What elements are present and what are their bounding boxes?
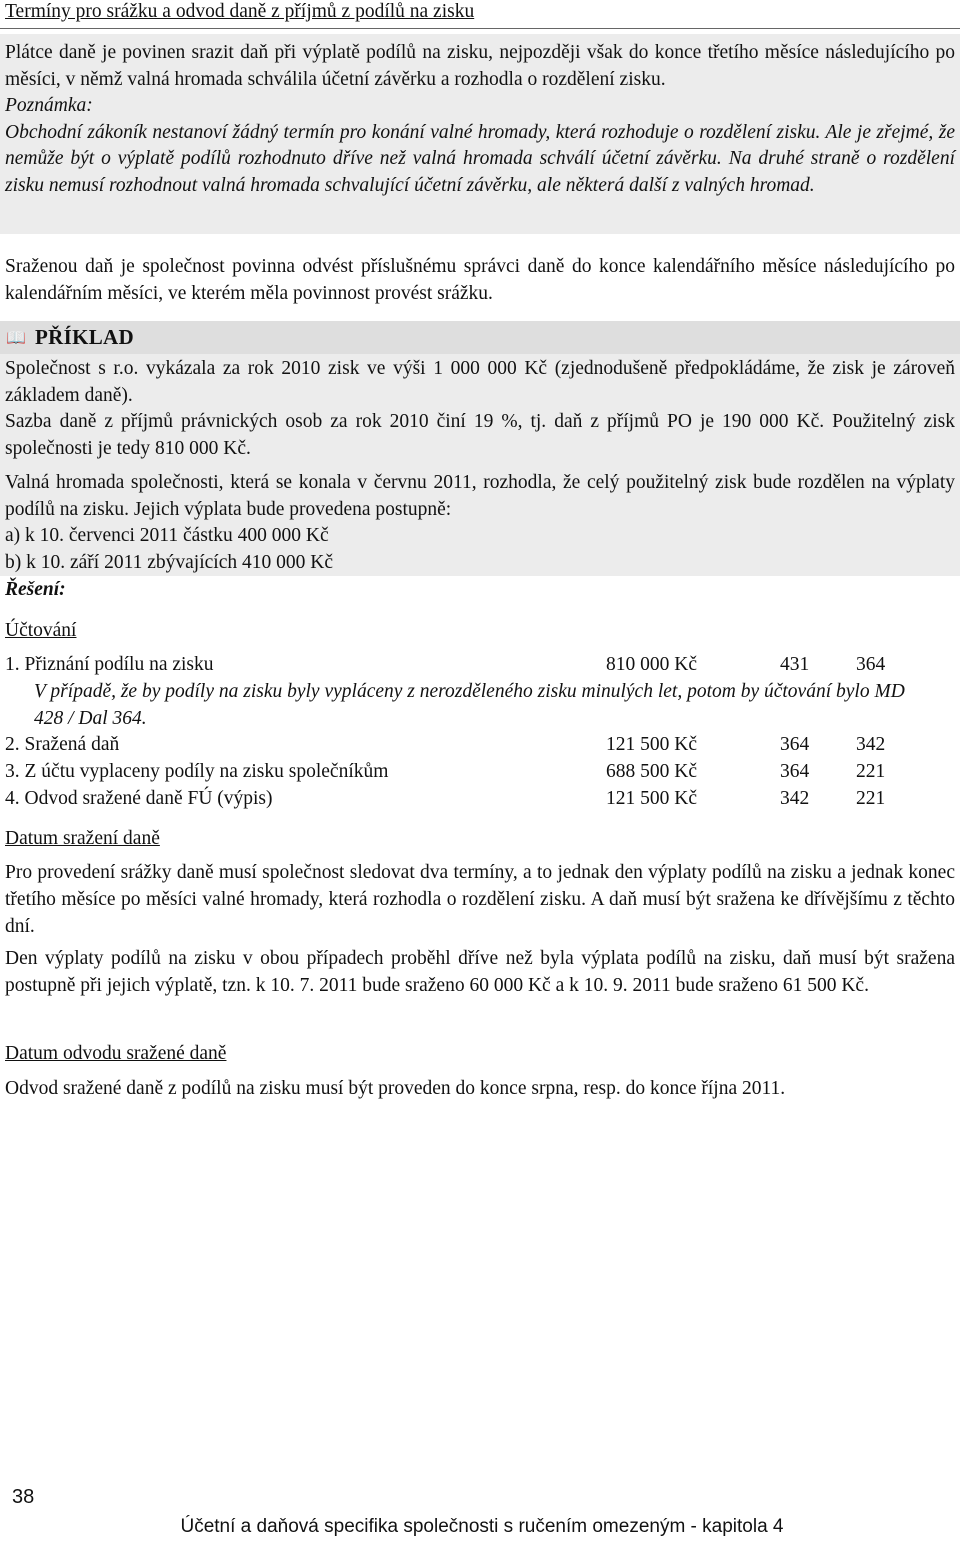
entry-dal: 221 — [856, 788, 886, 809]
entry-description: 4. Odvod sražené daně FÚ (výpis) — [5, 788, 273, 809]
intro-text: Plátce daně je povinen srazit daň při výplatě podílů na zisku, nejpozději však do konce třetího měsíce následujícího po měsíci, v němž valná hromada schválila účetní závěrku a rozhodla o rozdělení zisku. — [5, 42, 955, 90]
entry-note: V případě, že by podíly na zisku byly vypláceny z nerozděleného zisku minulých let, potom by účtování bylo MD 428 / Dal 364. — [34, 681, 905, 729]
deduction-date-paragraph: Pro provedení srážky daně musí společnost sledovat dva termíny, a to jednak den výplaty podílů na zisku a jednak konec třetího měsíce po měsíci valné hromady, která rozhodla o rozdělení zisku. A daň musí být sražena ke dřívějšímu z těchto dní. — [5, 862, 955, 937]
example-paragraph: Sazba daně z příjmů právnických osob za rok 2010 činí 19 %, tj. daň z příjmů PO je 190 000 Kč. Použitelný zisk společnosti je tedy 810 000 Kč. — [5, 411, 955, 459]
example-item-b: b) k 10. září 2011 zbývajících 410 000 Kč — [5, 551, 333, 573]
entry-amount: 121 500 Kč — [606, 788, 697, 809]
tax-payment-paragraph: Sraženou daň je společnost povinna odvést příslušnému správci daně do konce kalendářního měsíce následujícího po kalendářním měsíci, ve kterém měla povinnost provést srážku. — [5, 256, 955, 304]
entry-md: 364 — [780, 734, 810, 755]
deduction-date-paragraph: Den výplaty podílů na zisku v obou případech proběhl dříve než byla výplata podílů na zisku, daň musí být sražena postupně při jejich výplatě, tzn. k 10. 7. 2011 bude sraženo 60 000 Kč a k 10. 9. 2011 bude sraženo 61 500 Kč. — [5, 948, 955, 996]
entry-dal: 364 — [856, 654, 886, 675]
book-icon: 📖 — [6, 328, 26, 347]
entry-dal: 342 — [856, 734, 886, 755]
section-title: Termíny pro srážku a odvod daně z příjmů z podílů na zisku — [5, 1, 475, 22]
payment-date-heading: Datum odvodu sražené daně — [5, 1043, 227, 1064]
table-row — [0, 731, 960, 758]
example-paragraph: Společnost s r.o. vykázala za rok 2010 zisk ve výši 1 000 000 Kč (zjednodušeně předpokládáme, že zisk je zároveň základem daně). — [5, 358, 955, 406]
entry-amount: 688 500 Kč — [606, 761, 697, 782]
table-row — [0, 758, 960, 785]
example-item-a: a) k 10. červenci 2011 částku 400 000 Kč — [5, 525, 329, 546]
entry-dal: 221 — [856, 761, 886, 782]
entry-amount: 121 500 Kč — [606, 734, 697, 755]
entry-md: 364 — [780, 761, 810, 782]
example-title: PŘÍKLAD — [35, 325, 134, 349]
entry-md: 342 — [780, 788, 810, 809]
solution-label: Řešení: — [5, 579, 66, 600]
entry-md: 431 — [780, 654, 810, 675]
footer-text: Účetní a daňová specifika společnosti s ručením omezeným - kapitola 4 — [180, 1516, 784, 1537]
page-footer — [0, 1516, 960, 1538]
example-header — [0, 321, 960, 354]
entry-amount: 810 000 Kč — [606, 654, 697, 675]
payment-date-paragraph: Odvod sražené daně z podílů na zisku musí být proveden do konce srpna, resp. do konce října 2011. — [5, 1078, 786, 1099]
example-paragraph: Valná hromada společnosti, která se konala v červnu 2011, rozhodla, že celý použitelný zisk bude rozdělen na výplaty podílů na zisku. Jejich výplata bude provedena postupně: — [5, 472, 955, 520]
intro-block — [0, 34, 960, 234]
title-divider — [0, 28, 960, 29]
deduction-date-heading: Datum sražení daně — [5, 828, 160, 849]
entry-description: 2. Sražená daň — [5, 734, 120, 755]
page-number: 38 — [12, 1486, 35, 1508]
table-row — [0, 785, 960, 812]
note-text: Obchodní zákoník nestanoví žádný termín pro konání valné hromady, která rozhoduje o rozdělení zisku. Ale je zřejmé, že nemůže být o výplatě podílů rozhodnuto dříve než valná hromada schválí účetní závěrku. Na druhé straně o rozdělení zisku nemusí rozhodnout valná hromada schvalující účetní závěrku, ale některá další z valných hromad. — [5, 121, 955, 196]
table-row — [0, 651, 960, 678]
accounting-heading: Účtování — [5, 620, 77, 641]
entry-description: 1. Přiznání podílu na zisku — [5, 654, 214, 675]
example-body — [0, 354, 960, 576]
note-label: Poznámka: — [5, 95, 93, 116]
entry-description: 3. Z účtu vyplaceny podíly na zisku společníkům — [5, 761, 389, 782]
